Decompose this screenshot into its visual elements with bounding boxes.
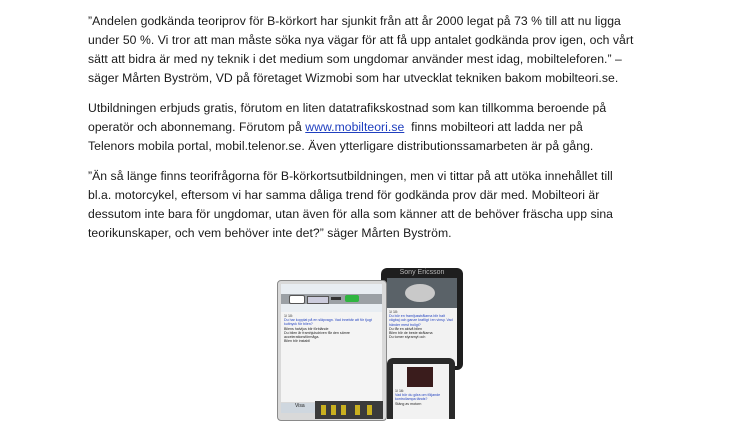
- back-phone: [381, 268, 463, 370]
- text-line: operatör och abonnemang. Förutom på: [88, 120, 306, 134]
- text-line: ”Andelen godkända teoriprov för B-körkort har sjunkit från att år 2000 legat på 73 % till att nu ligga: [88, 14, 621, 28]
- question-photo: [387, 278, 457, 308]
- trailer-illustration: [281, 284, 382, 312]
- text-line: teorikunskaper, och vem behöver inte det?” säger Mårten Byström.: [88, 226, 452, 240]
- text-line: Telenors mobila portal, mobil.telenor.se. Även ytterligare distributionssamarbeten är på gång.: [88, 139, 594, 153]
- question-number: 1/ 16:: [395, 389, 404, 393]
- warning-lamp-photo: [407, 367, 433, 387]
- mobilteori-link[interactable]: www.mobilteori.se: [305, 120, 405, 134]
- text-line: ”Än så länge finns teorifrågorna för B-körkortsutbildningen, men vi tittar på att utöka innehållet till: [88, 169, 613, 183]
- phone-brand: Sony Ericsson: [399, 269, 445, 276]
- answer-option: Du tomer styrarnyt och: [389, 335, 426, 340]
- phones-figure: [277, 268, 482, 419]
- main-phone-screen: [281, 284, 382, 402]
- answer-option: Bilen blir instabil: [284, 339, 310, 344]
- text-line: bl.a. motorcykel, eftersom vi har samma dåliga trend för godkända prov där med. Mobilteori är: [88, 188, 600, 202]
- answer-option: Bilen blir de beste strålarna: [389, 331, 433, 336]
- answer-option: Du får en aktvå bilen: [389, 326, 422, 331]
- answer-option: Bilens halvljus blir förblände: [284, 326, 329, 331]
- back-phone-text: [389, 310, 455, 339]
- front-phone: [387, 358, 455, 419]
- car-icon: [345, 295, 359, 302]
- car-icon: [289, 295, 305, 304]
- trailer-icon: [307, 296, 329, 304]
- main-phone-text: [284, 314, 379, 343]
- answer-option: Du bilen år framhjulsdriven får den sämre accelerationsförmåga.: [284, 330, 350, 340]
- keypad-phone: [315, 401, 383, 419]
- text-line: finns mobilteori att ladda ner på: [404, 120, 583, 134]
- article-body: [88, 12, 668, 254]
- question-text: Du bör en framljusstrålarna blir halt vägbaj och ganze krafligt i en vinsy. Vad händer mest troligt?: [389, 314, 453, 327]
- text-line: sätt att bidra är med ny teknik i det medium som ungdomar använder mest idag, mobilteleforen.” –: [88, 52, 622, 66]
- paragraph-pricing: [88, 99, 668, 156]
- main-phone: [277, 280, 387, 421]
- softkey-left: Visa: [295, 403, 305, 409]
- answer-option: Stäng av motorn: [395, 401, 422, 406]
- paragraph-quote-statistics: [88, 12, 668, 88]
- arrow-icon: [331, 297, 341, 300]
- back-phone-screen: [387, 278, 457, 366]
- question-number: 1/ 10:: [389, 310, 398, 314]
- text-line: under 50 %. Vi tror att man måste söka nya vägar för att få upp antalet godkända prov igen, och vårt: [88, 33, 634, 47]
- front-phone-text: [395, 389, 447, 406]
- paragraph-future-plans: [88, 167, 668, 243]
- text-line: Utbildningen erbjuds gratis, förutom en liten datatrafikskostnad som kan tillkomma beroende på: [88, 101, 607, 115]
- text-line: säger Mårten Byström, VD på företaget Wizmobi som har utvecklat tekniken bakom mobilteori.se.: [88, 71, 619, 85]
- question-text: Du har kopplat på en släpvagn. Vad innebär att för tjugt kultnyck för bilen?: [284, 318, 372, 327]
- question-number: 1/ 10:: [284, 314, 293, 318]
- text-line: dessutom inte bara för ungdomar, utan även för alla som känner att de behöver fräscha upp sina: [88, 207, 614, 221]
- question-text: Vad bör du göra om följande kontrollampa tänds?: [395, 393, 441, 402]
- front-phone-screen: [393, 364, 449, 419]
